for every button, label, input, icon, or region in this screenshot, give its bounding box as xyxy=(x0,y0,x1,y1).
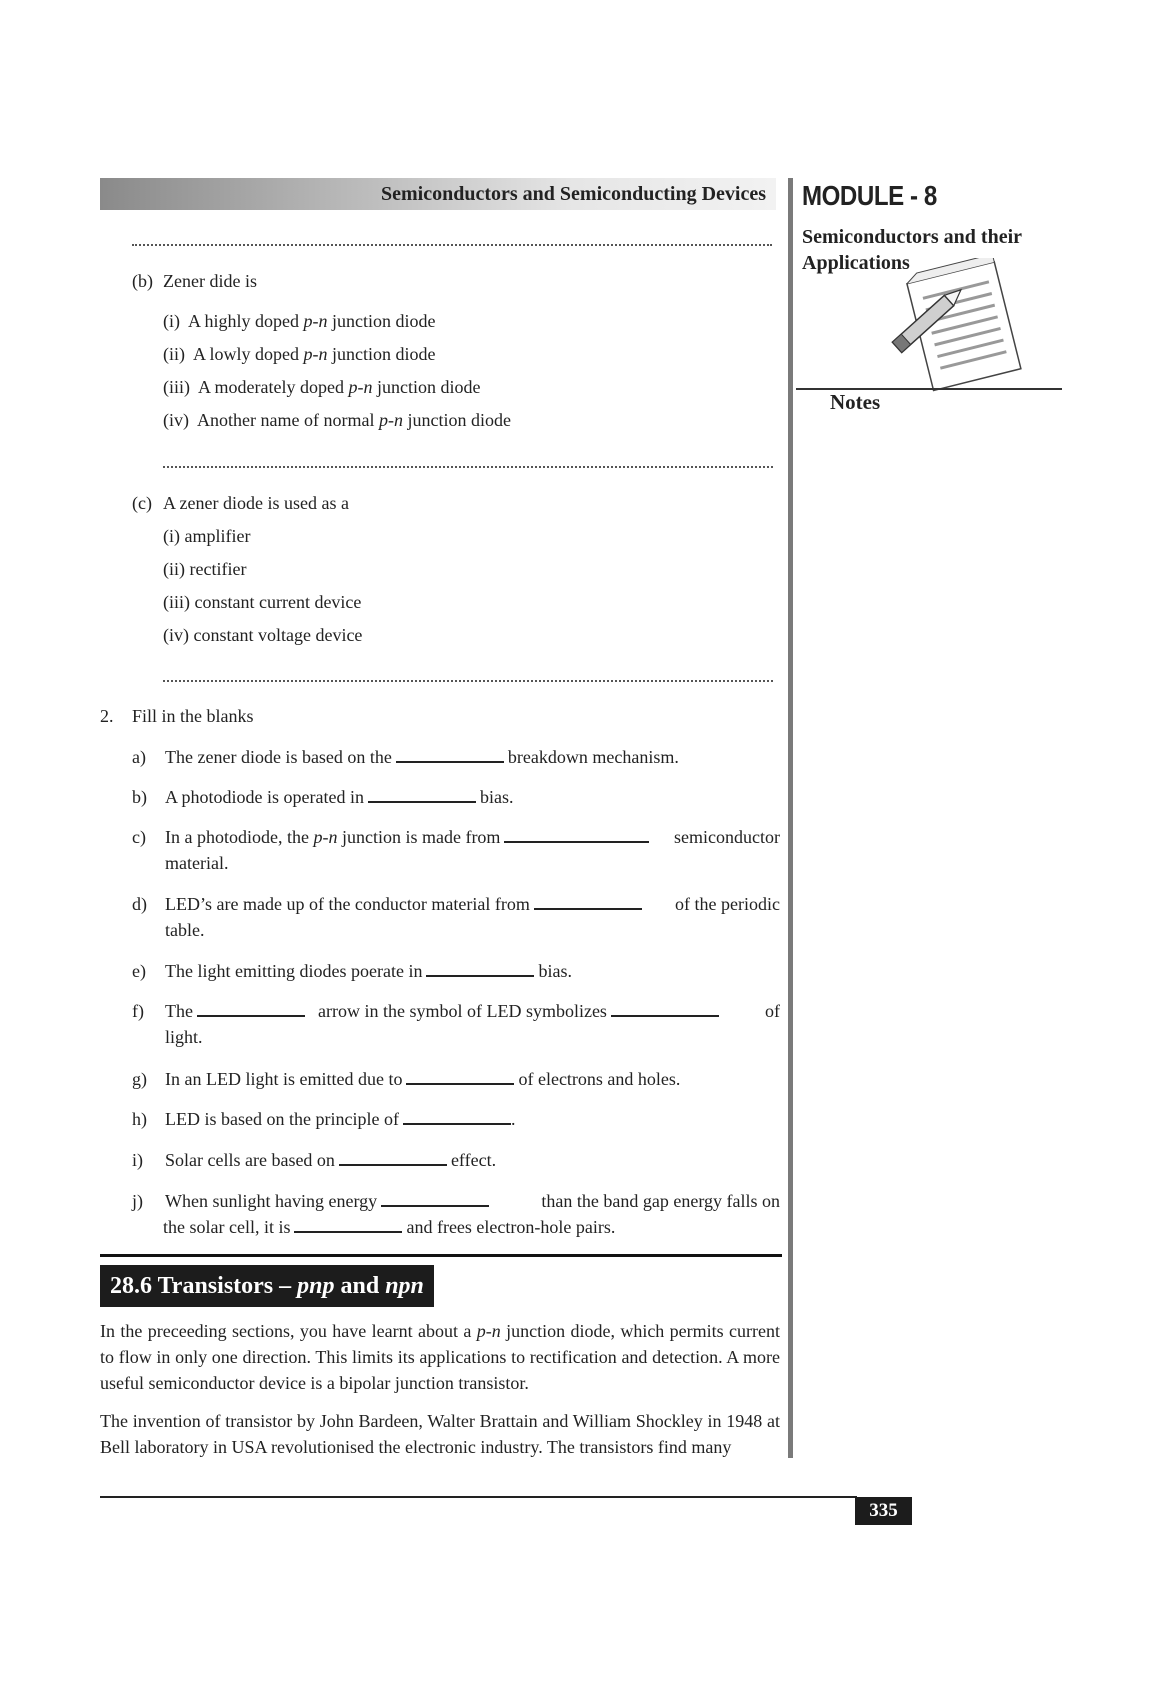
margin-divider xyxy=(788,178,793,1458)
fill-d-label: d) xyxy=(132,894,147,914)
fill-a xyxy=(165,744,679,770)
fill-i-label: i) xyxy=(132,1150,143,1170)
fill-text: the solar cell, it is xyxy=(163,1217,291,1237)
option-c-iii: (iii) constant current device xyxy=(163,592,362,612)
fill-text: The xyxy=(165,1001,193,1021)
fill-d xyxy=(165,891,780,917)
blank-line xyxy=(504,827,649,843)
option-text: A highly doped xyxy=(188,311,304,331)
option-text: A moderately doped xyxy=(198,377,349,397)
blank-line xyxy=(294,1217,402,1233)
blank-line xyxy=(611,1001,719,1017)
option-c-ii: (ii) rectifier xyxy=(163,559,247,579)
option-text: Another name of normal xyxy=(197,410,379,430)
fill-text: LED’s are made up of the conductor material from xyxy=(165,894,530,914)
fill-j-cont xyxy=(163,1214,615,1240)
answer-line xyxy=(163,680,773,682)
fill-c-cont: material. xyxy=(165,853,229,873)
option-b-ii xyxy=(163,341,436,367)
fill-text: The light emitting diodes poerate in xyxy=(165,961,423,981)
fill-h xyxy=(165,1106,515,1132)
fill-d-cont: table. xyxy=(165,920,205,940)
option-italic: p-n xyxy=(348,377,373,397)
question-2-number: 2. xyxy=(100,706,114,726)
fill-i xyxy=(165,1147,496,1173)
option-num: (iii) xyxy=(163,377,190,397)
fill-text: bias. xyxy=(538,961,572,981)
option-b-iii xyxy=(163,374,480,400)
option-italic: p-n xyxy=(303,344,328,364)
option-italic: p-n xyxy=(303,311,328,331)
fill-text: semiconductor xyxy=(674,827,780,847)
fill-text: of the periodic xyxy=(675,894,780,914)
blank-line xyxy=(368,787,476,803)
question-c-stem: A zener diode is used as a xyxy=(163,493,349,513)
option-b-i xyxy=(163,308,436,334)
module-subtitle-line1: Semiconductors and their xyxy=(802,226,1022,248)
blank-line xyxy=(406,1069,514,1085)
option-text-end: junction diode xyxy=(327,344,436,364)
fill-text: In a photodiode, the xyxy=(165,827,314,847)
fill-text: of electrons and holes. xyxy=(518,1069,681,1089)
fill-b-label: b) xyxy=(132,787,147,807)
fill-g xyxy=(165,1066,680,1092)
fill-text: When sunlight having energy xyxy=(165,1191,378,1211)
paragraph-italic: p-n xyxy=(476,1321,501,1341)
question-2-title: Fill in the blanks xyxy=(132,706,254,726)
fill-f xyxy=(165,998,780,1024)
option-num: (ii) xyxy=(163,344,185,364)
page-number: 335 xyxy=(855,1497,912,1525)
paragraph-text: In the preceeding sections, you have learnt about a xyxy=(100,1321,477,1341)
fill-g-label: g) xyxy=(132,1069,147,1089)
fill-e-label: e) xyxy=(132,961,146,981)
blank-line xyxy=(426,961,534,977)
section-title: Transistors – xyxy=(157,1273,292,1299)
section-heading xyxy=(100,1265,434,1307)
question-c-label: (c) xyxy=(132,493,152,513)
fill-text: breakdown mechanism. xyxy=(507,747,679,767)
fill-text: of xyxy=(765,1001,780,1021)
fill-text: junction is made from xyxy=(337,827,501,847)
fill-text: Solar cells are based on xyxy=(165,1150,335,1170)
fill-e xyxy=(165,958,572,984)
fill-c-label: c) xyxy=(132,827,146,847)
header-title: Semiconductors and Semiconducting Devices xyxy=(381,183,766,205)
question-b-label: (b) xyxy=(132,271,153,291)
notes-label: Notes xyxy=(830,390,881,414)
fill-f-cont: light. xyxy=(165,1027,203,1047)
fill-j-label: j) xyxy=(132,1191,143,1211)
fill-text: The zener diode is based on the xyxy=(165,747,392,767)
fill-text: arrow in the symbol of LED symbolizes xyxy=(317,1001,607,1021)
notes-pencil-icon xyxy=(860,258,1030,408)
fill-text: A photodiode is operated in xyxy=(165,787,364,807)
fill-text: and frees electron-hole pairs. xyxy=(406,1217,616,1237)
paragraph-1 xyxy=(100,1318,780,1396)
blank-line xyxy=(381,1191,489,1207)
option-text-end: junction diode xyxy=(402,410,511,430)
fill-text: . xyxy=(510,1109,516,1129)
option-num: (iv) xyxy=(163,410,189,430)
fill-italic: p-n xyxy=(313,827,338,847)
footer-rule xyxy=(100,1496,857,1498)
fill-c xyxy=(165,824,780,850)
blank-line xyxy=(396,747,504,763)
option-c-iv: (iv) constant voltage device xyxy=(163,625,363,645)
section-number: 28.6 xyxy=(110,1273,152,1299)
option-text: A lowly doped xyxy=(193,344,304,364)
module-subtitle-line2: Applications xyxy=(802,252,910,274)
fill-text: than the band gap energy falls on xyxy=(541,1191,780,1211)
fill-b xyxy=(165,784,513,810)
section-title-npn: npn xyxy=(385,1273,424,1299)
fill-text: In an LED light is emitted due to xyxy=(165,1069,403,1089)
blank-line xyxy=(534,894,642,910)
header-bar xyxy=(100,178,776,210)
blank-line xyxy=(403,1109,511,1125)
option-c-i: (i) amplifier xyxy=(163,526,251,546)
option-text-end: junction diode xyxy=(327,311,436,331)
module-label: MODULE - 8 xyxy=(802,180,937,211)
fill-j xyxy=(165,1188,780,1214)
fill-text: bias. xyxy=(479,787,514,807)
option-italic: p-n xyxy=(378,410,403,430)
option-text-end: junction diode xyxy=(372,377,481,397)
section-title-pnp: pnp xyxy=(297,1273,335,1299)
fill-a-label: a) xyxy=(132,747,146,767)
fill-text: effect. xyxy=(450,1150,497,1170)
blank-line xyxy=(339,1150,447,1166)
fill-text: LED is based on the principle of xyxy=(165,1109,399,1129)
answer-line xyxy=(132,244,772,246)
question-b-stem: Zener dide is xyxy=(163,271,257,291)
paragraph-2: The invention of transistor by John Bardeen, Walter Brattain and William Shockley in 1948 at Bell laboratory in USA revolutionised the electronic industry. The transistors find many xyxy=(100,1411,780,1457)
paragraph-text: junction diode, which permits current to flow in only one direction. This limits its applications to rectification and detection. A more useful semiconductor device is a bipolar junction transistor. xyxy=(100,1321,781,1393)
fill-h-label: h) xyxy=(132,1109,147,1129)
fill-f-label: f) xyxy=(132,1001,144,1021)
blank-line xyxy=(197,1001,305,1017)
option-num: (i) xyxy=(163,311,180,331)
option-b-iv xyxy=(163,407,511,433)
section-title-and: and xyxy=(340,1273,380,1299)
section-rule xyxy=(100,1254,782,1257)
answer-line xyxy=(163,466,773,468)
